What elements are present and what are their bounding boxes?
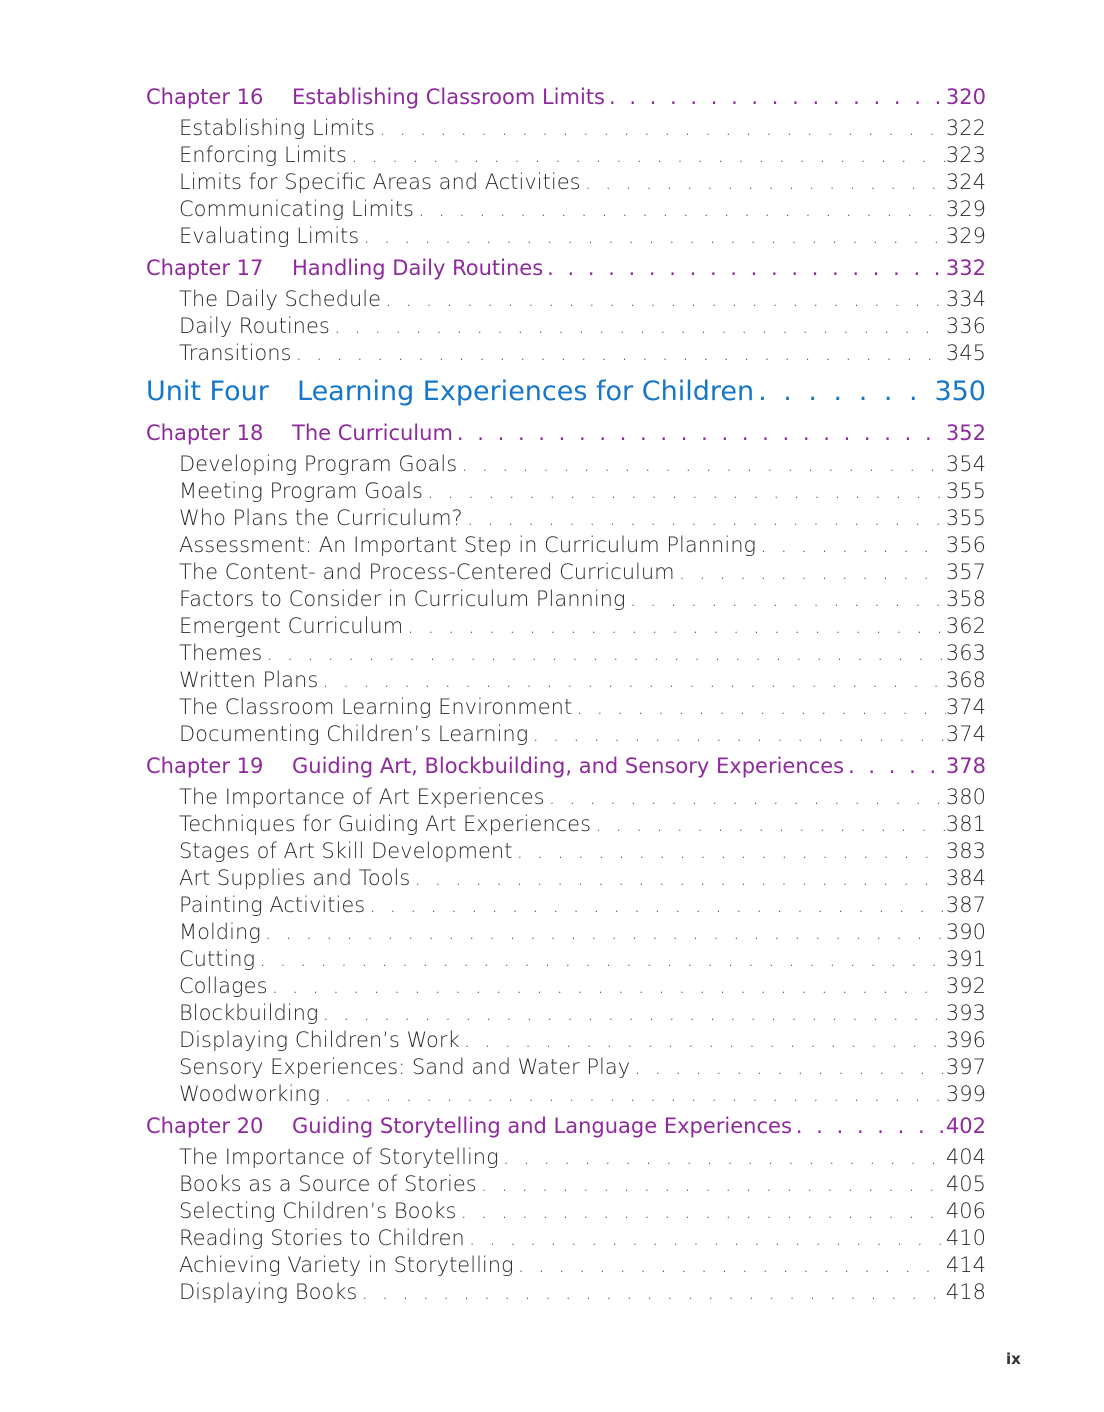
toc-chapter-row xyxy=(146,1114,986,1145)
toc-section-row xyxy=(146,1145,986,1172)
dot-leader xyxy=(543,256,946,280)
toc-section-title: Evaluating Limits xyxy=(179,224,360,248)
toc-unit-row xyxy=(146,376,986,416)
toc-section-row xyxy=(146,560,986,587)
dot-leader xyxy=(347,143,946,167)
toc-section-title: Documenting Children’s Learning xyxy=(179,722,529,746)
dot-leader xyxy=(465,1226,946,1250)
toc-page-number: 322 xyxy=(945,116,986,140)
toc-section-title: Daily Routines xyxy=(179,314,330,338)
toc-section-title: Techniques for Guiding Art Experiences xyxy=(179,812,592,836)
toc-section-row xyxy=(146,197,986,224)
toc-section-title: Sensory Experiences: Sand and Water Play xyxy=(179,1055,631,1079)
toc-page-number: 354 xyxy=(945,452,986,476)
toc-section-title: The Classroom Learning Environment xyxy=(179,695,573,719)
toc-chapter-row xyxy=(146,754,986,785)
dot-leader xyxy=(545,785,946,809)
toc-section-title: The Importance of Art Experiences xyxy=(179,785,545,809)
toc-page-number: 399 xyxy=(945,1082,986,1106)
toc-page-number: 355 xyxy=(945,479,986,503)
toc-section-row xyxy=(146,920,986,947)
dot-leader xyxy=(318,668,946,692)
dot-leader xyxy=(512,839,945,863)
dot-leader xyxy=(268,974,946,998)
toc-section-row xyxy=(146,785,986,812)
toc-chapter-number: Chapter 16 xyxy=(146,85,264,109)
dot-leader xyxy=(463,506,946,530)
toc-chapter-number: Chapter 20 xyxy=(146,1114,264,1138)
toc-section-row xyxy=(146,1172,986,1199)
toc-page-number: 355 xyxy=(945,506,986,530)
toc-section-title: Transitions xyxy=(179,341,292,365)
dot-leader xyxy=(330,314,946,338)
toc-section-row xyxy=(146,614,986,641)
dot-leader xyxy=(292,341,946,365)
toc-section-row xyxy=(146,812,986,839)
toc-section-title: The Daily Schedule xyxy=(179,287,382,311)
toc-section-title: Molding xyxy=(179,920,261,944)
toc-page-number: 368 xyxy=(945,668,986,692)
toc-page-number: 387 xyxy=(945,893,986,917)
toc-section-title: Written Plans xyxy=(179,668,319,692)
dot-leader xyxy=(514,1253,946,1277)
dot-leader xyxy=(357,1280,946,1304)
dot-leader xyxy=(319,1001,946,1025)
toc-section-title: The Importance of Storytelling xyxy=(179,1145,499,1169)
dot-leader xyxy=(844,754,946,778)
dot-leader xyxy=(457,452,946,476)
toc-section-row xyxy=(146,1253,986,1280)
toc-section-row xyxy=(146,533,986,560)
toc-section-row xyxy=(146,1280,986,1307)
toc-section-title: Who Plans the Curriculum? xyxy=(179,506,463,530)
dot-leader xyxy=(572,695,946,719)
toc-page-number: 406 xyxy=(945,1199,986,1223)
toc-section-title: Developing Program Goals xyxy=(179,452,458,476)
toc-section-row xyxy=(146,866,986,893)
toc-section-row xyxy=(146,170,986,197)
toc-section-row xyxy=(146,587,986,614)
toc-section-row xyxy=(146,287,986,314)
dot-leader xyxy=(528,722,946,746)
dot-leader xyxy=(792,1114,946,1138)
toc-section-row xyxy=(146,506,986,533)
toc-section-row xyxy=(146,1226,986,1253)
toc-page-number: 358 xyxy=(945,587,986,611)
toc-section-title: Factors to Consider in Curriculum Planning xyxy=(179,587,626,611)
toc-section-title: Meeting Program Goals xyxy=(179,479,423,503)
toc-page-number: 363 xyxy=(945,641,986,665)
toc-section-title: Art Supplies and Tools xyxy=(179,866,411,890)
toc-page-number: 396 xyxy=(945,1028,986,1052)
dot-leader xyxy=(403,614,946,638)
dot-leader xyxy=(414,197,946,221)
toc-section-title: Limits for Specific Areas and Activities xyxy=(179,170,581,194)
toc-chapter-row xyxy=(146,256,986,287)
toc-chapter-number: Chapter 19 xyxy=(146,754,264,778)
toc-unit-number: Unit Four xyxy=(146,376,269,407)
toc-page-number: 336 xyxy=(945,314,986,338)
toc-page-number: 323 xyxy=(945,143,986,167)
toc-section-title: Displaying Children’s Work xyxy=(179,1028,460,1052)
dot-leader xyxy=(756,533,946,557)
toc-section-row xyxy=(146,668,986,695)
toc-section-row xyxy=(146,341,986,368)
toc-section-title: Establishing Limits xyxy=(179,116,375,140)
dot-leader xyxy=(754,376,934,407)
toc-chapter-row xyxy=(146,85,986,116)
toc-page-number: 356 xyxy=(945,533,986,557)
toc-page-number: 390 xyxy=(945,920,986,944)
toc-section-title: The Content- and Process-Centered Curriculum xyxy=(179,560,675,584)
toc-page-number: 393 xyxy=(945,1001,986,1025)
toc-section-title: Cutting xyxy=(179,947,256,971)
dot-leader xyxy=(365,893,946,917)
toc-section-row xyxy=(146,1055,986,1082)
dot-leader xyxy=(499,1145,946,1169)
toc-section-row xyxy=(146,1082,986,1109)
toc-page-number: 362 xyxy=(945,614,986,638)
toc-unit-title: Learning Experiences for Children xyxy=(297,376,755,407)
toc-section-row xyxy=(146,1001,986,1028)
toc-page-number: 383 xyxy=(945,839,986,863)
toc-section-row xyxy=(146,641,986,668)
dot-leader xyxy=(262,641,946,665)
toc-chapter-title: Guiding Art, Blockbuilding, and Sensory Experiences xyxy=(292,754,845,778)
toc-page-number: 329 xyxy=(945,224,986,248)
toc-section-title: Enforcing Limits xyxy=(179,143,347,167)
toc-page-number: 397 xyxy=(945,1055,986,1079)
toc-section-row xyxy=(146,947,986,974)
dot-leader xyxy=(423,479,946,503)
dot-leader xyxy=(261,920,946,944)
toc-chapter-number: Chapter 18 xyxy=(146,421,264,445)
toc-page-number: 345 xyxy=(945,341,986,365)
toc-section-row xyxy=(146,479,986,506)
page-number-folio: ix xyxy=(1006,1350,1021,1368)
toc-section-title: Painting Activities xyxy=(179,893,366,917)
toc-page-number: 378 xyxy=(945,754,986,778)
toc-page-number: 381 xyxy=(945,812,986,836)
toc-page-number: 418 xyxy=(945,1280,986,1304)
toc-page-number: 334 xyxy=(945,287,986,311)
toc-page-number: 380 xyxy=(945,785,986,809)
toc-page-number: 350 xyxy=(934,376,986,407)
toc-page-number: 405 xyxy=(945,1172,986,1196)
dot-leader xyxy=(626,587,946,611)
toc-section-title: Woodworking xyxy=(179,1082,321,1106)
dot-leader xyxy=(381,287,946,311)
toc-page-number: 329 xyxy=(945,197,986,221)
toc-section-title: Stages of Art Skill Development xyxy=(179,839,513,863)
toc-page-number: 324 xyxy=(945,170,986,194)
dot-leader xyxy=(410,866,946,890)
toc-page-number: 320 xyxy=(945,85,986,109)
toc-chapter-title: Handling Daily Routines xyxy=(292,256,544,280)
toc-section-row xyxy=(146,722,986,749)
dot-leader xyxy=(581,170,946,194)
toc-page-number: 402 xyxy=(945,1114,986,1138)
toc-section-title: Collages xyxy=(179,974,268,998)
toc-section-row xyxy=(146,314,986,341)
dot-leader xyxy=(630,1055,946,1079)
toc-page-number: 414 xyxy=(945,1253,986,1277)
toc-section-title: Communicating Limits xyxy=(179,197,414,221)
toc-section-title: Selecting Children’s Books xyxy=(179,1199,457,1223)
toc-section-row xyxy=(146,839,986,866)
dot-leader xyxy=(453,421,946,445)
dot-leader xyxy=(320,1082,946,1106)
toc-section-title: Achieving Variety in Storytelling xyxy=(179,1253,514,1277)
toc-chapter-title: Guiding Storytelling and Language Experiences xyxy=(292,1114,792,1138)
toc-section-row xyxy=(146,1199,986,1226)
toc-section-title: Themes xyxy=(179,641,263,665)
toc-chapter-number: Chapter 17 xyxy=(146,256,264,280)
toc-section-title: Assessment: An Important Step in Curriculum Planning xyxy=(179,533,757,557)
toc-page-number: 391 xyxy=(945,947,986,971)
dot-leader xyxy=(359,224,946,248)
toc-chapter-title: The Curriculum xyxy=(292,421,453,445)
dot-leader xyxy=(375,116,946,140)
toc-page-number: 384 xyxy=(945,866,986,890)
toc-page-number: 332 xyxy=(945,256,986,280)
table-of-contents xyxy=(146,80,986,1307)
toc-section-row xyxy=(146,116,986,143)
toc-page-number: 374 xyxy=(945,695,986,719)
toc-section-row xyxy=(146,143,986,170)
toc-section-row xyxy=(146,893,986,920)
toc-page-number: 410 xyxy=(945,1226,986,1250)
toc-page-number: 352 xyxy=(945,421,986,445)
toc-section-row xyxy=(146,452,986,479)
dot-leader xyxy=(255,947,946,971)
toc-chapter-title: Establishing Classroom Limits xyxy=(292,85,605,109)
dot-leader xyxy=(456,1199,945,1223)
dot-leader xyxy=(591,812,946,836)
toc-section-row xyxy=(146,695,986,722)
toc-section-row xyxy=(146,1028,986,1055)
toc-section-title: Blockbuilding xyxy=(179,1001,319,1025)
toc-section-title: Emergent Curriculum xyxy=(179,614,404,638)
toc-page-number: 374 xyxy=(945,722,986,746)
dot-leader xyxy=(675,560,946,584)
dot-leader xyxy=(477,1172,946,1196)
dot-leader xyxy=(460,1028,946,1052)
toc-section-title: Reading Stories to Children xyxy=(179,1226,465,1250)
dot-leader xyxy=(605,85,946,109)
toc-page-number: 404 xyxy=(945,1145,986,1169)
toc-page-number: 392 xyxy=(945,974,986,998)
toc-section-row xyxy=(146,974,986,1001)
toc-section-row xyxy=(146,224,986,251)
toc-section-title: Displaying Books xyxy=(179,1280,358,1304)
toc-page-number: 357 xyxy=(945,560,986,584)
toc-chapter-row xyxy=(146,421,986,452)
toc-section-title: Books as a Source of Stories xyxy=(179,1172,477,1196)
